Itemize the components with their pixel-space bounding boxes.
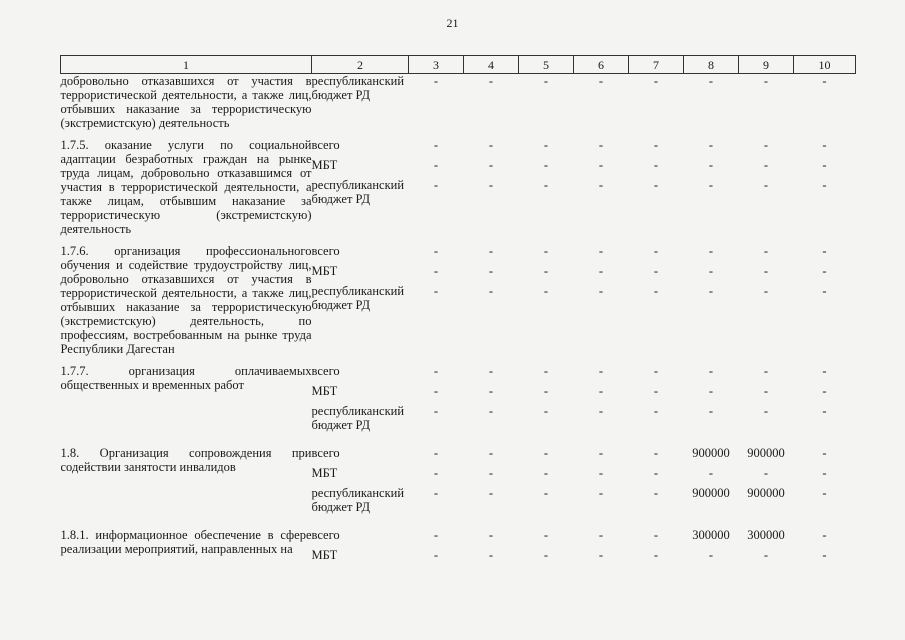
value-column-3 — [409, 356, 464, 438]
value-cell: 300000 — [692, 528, 730, 542]
value-cell: - — [598, 466, 604, 480]
column-header: 6 — [574, 56, 629, 74]
value-cell: - — [433, 244, 439, 258]
table-row — [61, 236, 856, 356]
value-cell: - — [708, 364, 714, 378]
value-column-6 — [574, 356, 629, 438]
value-cell: - — [488, 158, 494, 172]
value-cell: - — [708, 284, 714, 298]
measure-description: 1.7.5. оказание услуги по социальной адаптации безработных граждан на рынке труда лицам, добровольно отказавшимся от участия в террористической деятельности, а также лицам, отбывшим наказание за террористическую (экстремистскую) деятельность — [60, 138, 312, 236]
value-cell: - — [708, 466, 714, 480]
value-cell: - — [598, 178, 604, 192]
funding-source-label: МБТ — [311, 466, 338, 480]
column-header: 4 — [464, 56, 519, 74]
value-cell: - — [653, 384, 659, 398]
funding-source-label: всего — [311, 528, 340, 542]
column-header: 9 — [739, 56, 794, 74]
value-cell: - — [543, 364, 549, 378]
value-column-7 — [629, 236, 684, 356]
value-cell: - — [543, 404, 549, 418]
funding-sources — [312, 130, 409, 236]
value-cell: - — [598, 486, 604, 500]
value-column-5 — [519, 236, 574, 356]
value-cell: - — [763, 548, 769, 562]
value-column-7 — [629, 520, 684, 568]
value-column-6 — [574, 236, 629, 356]
value-column-8 — [684, 520, 739, 568]
value-cell: - — [543, 178, 549, 192]
value-column-4 — [464, 236, 519, 356]
value-cell: - — [433, 528, 439, 542]
value-column-3 — [409, 130, 464, 236]
value-cell: - — [653, 138, 659, 152]
value-cell: - — [543, 548, 549, 562]
value-cell: - — [598, 446, 604, 460]
funding-source-label: МБТ — [311, 384, 338, 398]
value-column-4 — [464, 356, 519, 438]
value-cell: - — [598, 284, 604, 298]
value-cell: - — [543, 264, 549, 278]
value-column-5 — [519, 520, 574, 568]
table-header-row — [61, 56, 856, 74]
value-column-4 — [464, 520, 519, 568]
value-cell: - — [653, 404, 659, 418]
value-cell: - — [433, 384, 439, 398]
value-cell: - — [543, 466, 549, 480]
value-cell: - — [822, 446, 827, 460]
funding-source-label: республиканский бюджет РД — [311, 404, 405, 432]
value-cell: - — [543, 244, 549, 258]
value-column-6 — [574, 74, 629, 131]
value-cell: - — [488, 528, 494, 542]
value-cell: - — [822, 548, 827, 562]
value-column-10 — [794, 130, 856, 236]
value-cell: - — [763, 138, 769, 152]
value-column-8 — [684, 74, 739, 131]
value-cell: - — [708, 244, 714, 258]
value-column-3 — [409, 520, 464, 568]
table-row — [61, 520, 856, 568]
value-cell: - — [543, 74, 549, 88]
value-cell: 300000 — [747, 528, 785, 542]
value-column-10 — [794, 74, 856, 131]
value-cell: - — [708, 404, 714, 418]
value-cell: 900000 — [692, 446, 730, 460]
page-number: 21 — [446, 16, 459, 30]
value-cell: - — [488, 548, 494, 562]
value-cell: - — [763, 74, 769, 88]
value-cell: - — [708, 548, 714, 562]
funding-source-label: республиканский бюджет РД — [311, 284, 405, 312]
value-cell: - — [598, 404, 604, 418]
value-cell: - — [653, 548, 659, 562]
value-cell: - — [433, 364, 439, 378]
value-cell: - — [598, 384, 604, 398]
value-cell: - — [822, 158, 827, 172]
value-cell: - — [598, 74, 604, 88]
value-column-3 — [409, 236, 464, 356]
value-cell: - — [653, 446, 659, 460]
value-cell: - — [822, 364, 827, 378]
value-column-5 — [519, 74, 574, 131]
value-cell: - — [763, 284, 769, 298]
column-header: 5 — [519, 56, 574, 74]
funding-sources — [312, 74, 409, 131]
value-cell: - — [488, 486, 494, 500]
value-column-5 — [519, 130, 574, 236]
value-cell: - — [822, 466, 827, 480]
column-header: 2 — [312, 56, 409, 74]
funding-sources — [312, 520, 409, 568]
value-cell: 900000 — [747, 486, 785, 500]
value-cell: - — [488, 404, 494, 418]
value-column-7 — [629, 356, 684, 438]
value-column-7 — [629, 74, 684, 131]
value-column-10 — [794, 520, 856, 568]
table-row — [61, 356, 856, 438]
value-cell: - — [488, 74, 494, 88]
value-column-9 — [739, 130, 794, 236]
value-column-5 — [519, 438, 574, 520]
value-cell: - — [488, 244, 494, 258]
funding-source-label: всего — [311, 446, 340, 460]
value-column-8 — [684, 236, 739, 356]
value-cell: - — [822, 264, 827, 278]
value-cell: - — [763, 178, 769, 192]
funding-source-label: всего — [311, 138, 340, 152]
value-cell: - — [488, 384, 494, 398]
funding-sources — [312, 438, 409, 520]
value-column-5 — [519, 356, 574, 438]
funding-source-label: республиканский бюджет РД — [311, 486, 405, 514]
value-cell: - — [708, 178, 714, 192]
value-cell: - — [598, 548, 604, 562]
value-cell: - — [488, 178, 494, 192]
funding-source-label: всего — [311, 244, 340, 258]
value-cell: - — [433, 74, 439, 88]
column-header: 7 — [629, 56, 684, 74]
value-cell: - — [653, 486, 659, 500]
value-cell: - — [543, 284, 549, 298]
value-cell: 900000 — [747, 446, 785, 460]
value-column-4 — [464, 438, 519, 520]
value-column-9 — [739, 438, 794, 520]
value-column-4 — [464, 130, 519, 236]
value-cell: - — [822, 74, 827, 88]
value-column-10 — [794, 438, 856, 520]
value-cell: - — [708, 138, 714, 152]
value-column-3 — [409, 74, 464, 131]
value-cell: - — [433, 466, 439, 480]
value-cell: - — [822, 244, 827, 258]
value-cell: - — [822, 138, 827, 152]
measure-description: 1.7.7. организация оплачиваемых общественных и временных работ — [60, 364, 312, 392]
value-column-4 — [464, 74, 519, 131]
value-column-10 — [794, 236, 856, 356]
value-cell: - — [598, 158, 604, 172]
value-cell: - — [822, 284, 827, 298]
value-cell: - — [433, 264, 439, 278]
value-cell: - — [822, 486, 827, 500]
value-cell: - — [822, 404, 827, 418]
value-cell: - — [708, 74, 714, 88]
funding-source-label: всего — [311, 364, 340, 378]
value-cell: - — [653, 364, 659, 378]
funding-source-label: МБТ — [311, 158, 338, 172]
value-column-9 — [739, 236, 794, 356]
value-cell: - — [543, 486, 549, 500]
value-cell: - — [653, 466, 659, 480]
table-row — [61, 74, 856, 131]
value-cell: - — [763, 466, 769, 480]
value-cell: - — [822, 178, 827, 192]
value-column-7 — [629, 438, 684, 520]
value-cell: - — [763, 364, 769, 378]
value-cell: - — [488, 364, 494, 378]
value-cell: - — [488, 446, 494, 460]
column-header: 3 — [409, 56, 464, 74]
value-cell: - — [653, 244, 659, 258]
value-cell: - — [708, 158, 714, 172]
value-column-8 — [684, 130, 739, 236]
value-cell: - — [543, 528, 549, 542]
program-table — [60, 55, 856, 568]
value-cell: - — [708, 384, 714, 398]
funding-sources — [312, 356, 409, 438]
value-column-6 — [574, 520, 629, 568]
value-cell: - — [433, 404, 439, 418]
value-cell: - — [488, 284, 494, 298]
value-cell: - — [598, 364, 604, 378]
value-cell: - — [543, 138, 549, 152]
column-header: 10 — [794, 56, 856, 74]
measure-description: 1.7.6. организация профессионального обучения и содействие трудоустройству лиц, добровольно отказавшихся от участия в террористической деятельности, а также лиц, отбывших наказание за террористическую (экстремистскую) деятельность, по профессиям, востребованным на рынке труда Республики Дагестан — [60, 244, 312, 356]
value-column-8 — [684, 438, 739, 520]
funding-source-label: МБТ — [311, 548, 338, 562]
value-cell: - — [433, 178, 439, 192]
value-cell: - — [708, 264, 714, 278]
column-header: 8 — [684, 56, 739, 74]
funding-source-label: республиканский бюджет РД — [311, 74, 405, 102]
value-cell: - — [653, 74, 659, 88]
value-column-7 — [629, 130, 684, 236]
value-column-6 — [574, 130, 629, 236]
value-column-10 — [794, 356, 856, 438]
funding-source-label: республиканский бюджет РД — [311, 178, 405, 206]
value-cell: - — [433, 138, 439, 152]
value-cell: - — [543, 384, 549, 398]
value-column-8 — [684, 356, 739, 438]
value-cell: - — [653, 284, 659, 298]
value-cell: - — [763, 264, 769, 278]
value-cell: - — [653, 158, 659, 172]
value-cell: - — [543, 446, 549, 460]
value-cell: - — [433, 548, 439, 562]
value-cell: - — [598, 138, 604, 152]
value-cell: - — [763, 158, 769, 172]
value-cell: - — [488, 466, 494, 480]
value-cell: - — [653, 264, 659, 278]
measure-description: 1.8. Организация сопровождения при содействии занятости инвалидов — [60, 446, 312, 474]
measure-description: 1.8.1. информационное обеспечение в сфере реализации мероприятий, направленных на — [60, 528, 312, 556]
value-cell: - — [598, 264, 604, 278]
value-cell: - — [653, 178, 659, 192]
value-cell: - — [433, 158, 439, 172]
value-cell: - — [598, 244, 604, 258]
funding-source-label: МБТ — [311, 264, 338, 278]
value-column-9 — [739, 520, 794, 568]
value-cell: - — [598, 528, 604, 542]
table-row — [61, 130, 856, 236]
value-cell: 900000 — [692, 486, 730, 500]
measure-description: добровольно отказавшихся от участия в террористической деятельности, а также лиц, отбывших наказание за террористическую (экстремистскую) деятельность — [60, 74, 312, 130]
value-column-6 — [574, 438, 629, 520]
value-cell: - — [822, 528, 827, 542]
value-column-9 — [739, 74, 794, 131]
value-cell: - — [822, 384, 827, 398]
value-column-9 — [739, 356, 794, 438]
column-header: 1 — [61, 56, 312, 74]
value-cell: - — [763, 404, 769, 418]
value-cell: - — [543, 158, 549, 172]
value-cell: - — [433, 284, 439, 298]
table-row — [61, 438, 856, 520]
value-cell: - — [433, 486, 439, 500]
value-cell: - — [488, 138, 494, 152]
value-cell: - — [763, 244, 769, 258]
value-cell: - — [488, 264, 494, 278]
value-column-3 — [409, 438, 464, 520]
value-cell: - — [763, 384, 769, 398]
value-cell: - — [433, 446, 439, 460]
value-cell: - — [653, 528, 659, 542]
funding-sources — [312, 236, 409, 356]
